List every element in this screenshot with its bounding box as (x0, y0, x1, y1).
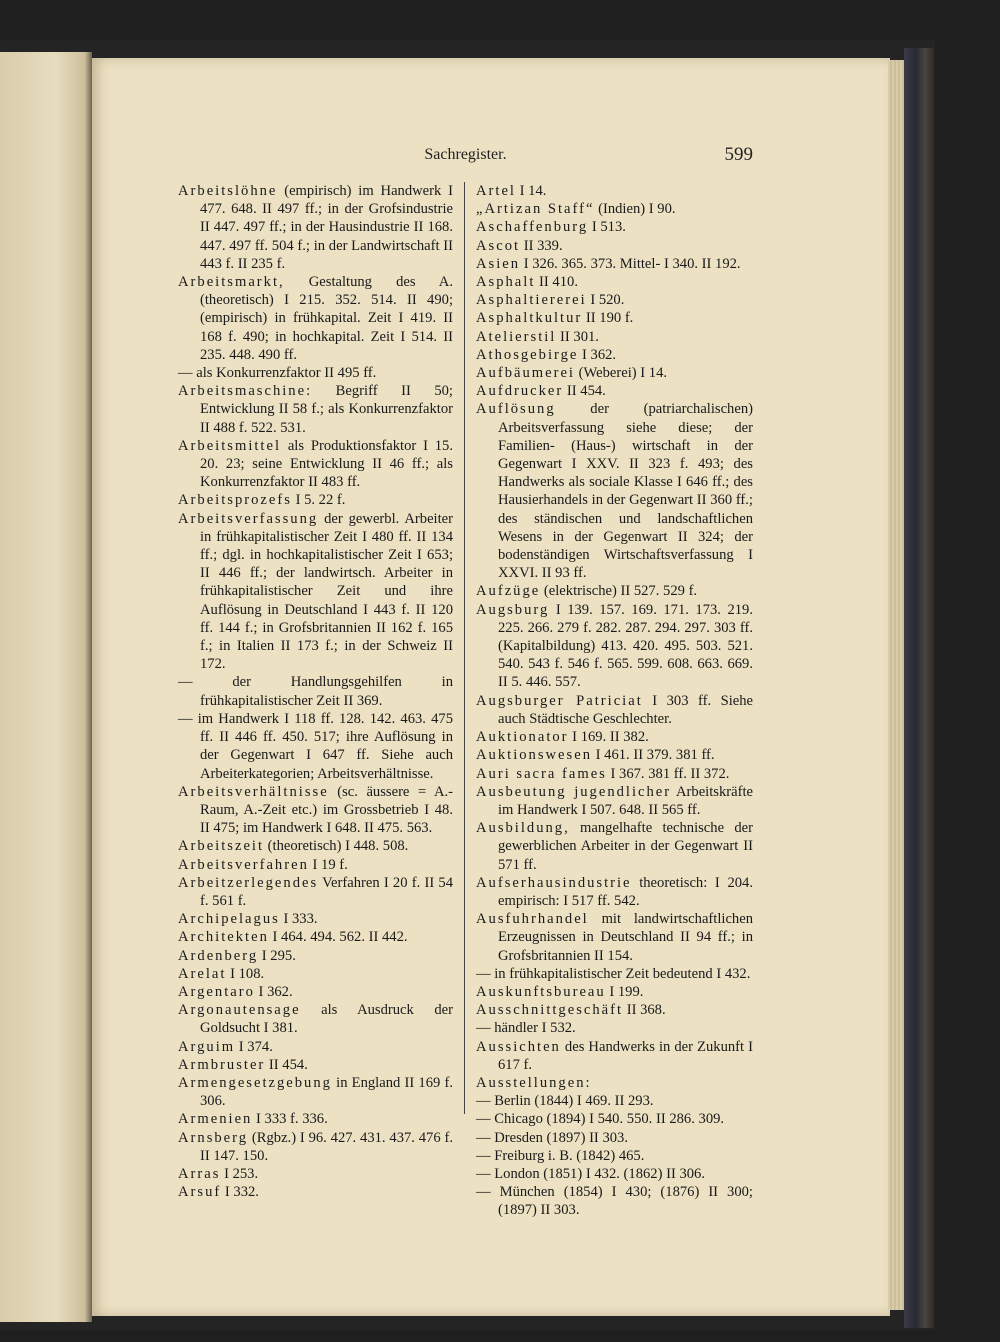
index-entry (476, 255, 753, 273)
index-keyword: Argentaro (178, 983, 255, 1000)
index-entry (178, 928, 453, 946)
index-references: I 326. 365. 373. Mittel- I 340. II 192. (520, 255, 741, 272)
index-entry (178, 510, 453, 674)
index-keyword: Auri sacra fames (476, 765, 607, 782)
index-references: I 14. (516, 183, 547, 199)
index-keyword: Arbeitsprozefs (178, 492, 292, 509)
index-references: — Dresden (1897) II 303. (476, 1129, 628, 1146)
index-entry (476, 1147, 753, 1165)
index-keyword: Arnsberg (178, 1129, 249, 1146)
page-header (178, 140, 753, 170)
index-entry (476, 1129, 753, 1147)
index-references: in England II 169 f. 306. (200, 1074, 453, 1110)
index-entry (178, 983, 453, 1001)
index-keyword: Ausstellungen: (476, 1074, 592, 1091)
index-references: II 454. (563, 383, 606, 400)
index-entry (476, 273, 753, 291)
index-keyword: Auflösung (476, 401, 556, 418)
index-references: mangelhafte technische der gewerblichen Arbeiter in der Gegenwart II 571 ff. (498, 820, 753, 873)
index-entry (178, 910, 453, 928)
index-references: I 513. (588, 219, 626, 236)
left-page-edge (0, 52, 92, 1322)
index-entry (178, 965, 453, 983)
index-references: — Freiburg i. B. (1842) 465. (476, 1147, 645, 1164)
index-keyword: Armbruster (178, 1056, 266, 1073)
index-references: Begriff II 50; Entwicklung II 58 f.; als Konkurrenzfaktor II 488 f. 522. 531. (200, 383, 453, 436)
index-references: (Indien) I 90. (594, 201, 676, 218)
index-keyword: Arsuf (178, 1184, 222, 1201)
index-entry (178, 710, 453, 783)
index-entry (476, 218, 753, 236)
index-references: I 461. II 379. 381 ff. (592, 747, 715, 764)
index-keyword: Armenien (178, 1111, 253, 1128)
index-entry (476, 692, 753, 728)
index-keyword: Arbeitzerlegendes (178, 874, 319, 891)
index-entry (476, 965, 753, 983)
index-references: (Rgbz.) I 96. 427. 431. 437. 476 f. II 147. 150. (200, 1129, 453, 1164)
index-entry (476, 1019, 753, 1037)
index-keyword: Arbeitsmaschine: (178, 383, 313, 400)
index-keyword: Asphalt (476, 274, 536, 291)
index-references: der gewerbl. Arbeiter in frühkapitalistischer Zeit I 480 ff. II 134 ff.; dgl. in hochkapitalistischer Zeit I 653; II 446 ff.; der landwirtsch. Arbeiter in frühkapitalistischer Zeit und ihre Auflösung in Deutschland I 443 f. II 120 ff. 144 f.; in Grofsbritannien II 162 f. 165 f.; in Italien II 173 f.; in der Schweiz II 172. (200, 510, 453, 673)
index-entry (476, 328, 753, 346)
index-references: (sc. äussere = A.-Raum, A.-Zeit etc.) im Grossbetrieb I 48. II 475; im Handwerk I 648. II 475. 563. (200, 783, 453, 837)
index-keyword: Artel (476, 183, 516, 199)
index-references: — Berlin (1844) I 469. II 293. (476, 1093, 654, 1110)
index-references: als Produktionsfaktor I 15. 20. 23; seine Entwicklung II 46 ff.; als Konkurrenzfaktor II 483 ff. (200, 437, 453, 491)
index-entry (178, 783, 453, 838)
index-references: — händler I 532. (476, 1020, 576, 1037)
index-references: — als Konkurrenzfaktor II 495 ff. (178, 365, 377, 382)
index-keyword: Arbeitszeit (178, 838, 265, 855)
index-keyword: Auktionswesen (476, 747, 592, 764)
index-entry (178, 837, 453, 855)
index-keyword: Aussichten (476, 1038, 561, 1055)
index-keyword: Argonautensage (178, 1002, 301, 1019)
index-entry (476, 309, 753, 327)
index-keyword: Aufzüge (476, 583, 541, 600)
index-references: als Ausdruck der Goldsucht I 381. (200, 1002, 453, 1037)
index-entry (178, 382, 453, 437)
index-entry (178, 1165, 453, 1183)
index-references: II 339. (520, 237, 563, 254)
index-keyword: Aufserhausindustrie (476, 874, 632, 891)
index-keyword: Arras (178, 1165, 221, 1182)
index-entry (476, 765, 753, 783)
index-references: I 333. (279, 911, 318, 928)
index-entry (178, 1038, 453, 1056)
index-references: mit landwirtschaftlichen Erzeugnissen in Deutschland II 94 ff.; in Grofsbritannien II 154. (498, 911, 753, 964)
index-keyword: Ausschnittgeschäft (476, 1002, 624, 1019)
index-references: (elektrische) II 527. 529 f. (540, 583, 698, 600)
index-entry (476, 346, 753, 364)
index-keyword: Aschaffenburg (476, 219, 589, 236)
index-entry (476, 1110, 753, 1128)
index-references: — im Handwerk I 118 ff. 128. 142. 463. 475 ff. II 446 ff. 450. 517; ihre Auflösung in der Gegenwart I 647 ff. Siehe auch Arbeiterkategorien; Arbeitsverhältnisse. (178, 710, 453, 782)
index-references: I 367. 381 ff. II 372. (606, 765, 730, 782)
index-keyword: Arbeitsmarkt, (178, 274, 285, 291)
index-keyword: Asphaltiererei (476, 292, 587, 309)
index-references: I 295. (258, 947, 296, 964)
index-entry (476, 382, 753, 400)
running-head: Sachregister. (424, 146, 507, 163)
index-references: I 139. 157. 169. 171. 173. 219. 225. 266. 279 f. 282. 287. 294. 297. 303 ff. (Kapitalbildung) 413. 420. 495. 503. 521. 540. 543 f. 546 f. 565. 599. 608. 663. 669. II 5. 446. 557. (498, 601, 753, 691)
index-entry (476, 200, 753, 218)
column-divider (464, 182, 465, 1114)
index-references: theoretisch: I 204. empirisch: I 517 ff. 542. (498, 874, 753, 909)
index-keyword: Ausfuhrhandel (476, 911, 589, 928)
index-references: I 19 f. (308, 856, 348, 873)
index-references: II 190 f. (582, 310, 634, 327)
index-entry (476, 1074, 753, 1092)
index-references: — München (1854) I 430; (1876) II 300; (1897) II 303. (476, 1184, 753, 1219)
index-keyword: Armengesetzgebung (178, 1074, 332, 1091)
index-keyword: Arbeitsverhältnisse (178, 783, 329, 800)
index-references: II 301. (556, 328, 599, 345)
index-references: — in frühkapitalistischer Zeit bedeutend I 432. (476, 965, 751, 982)
index-references: Verfahren I 20 f. II 54 f. 561 f. (200, 874, 453, 909)
index-entry (476, 1165, 753, 1183)
index-references: Arbeitskräfte im Handwerk I 507. 648. II 565 ff. (498, 783, 753, 818)
index-references: — London (1851) I 432. (1862) II 306. (476, 1165, 706, 1182)
index-entry (476, 1038, 753, 1074)
index-references: der (patriarchalischen) Arbeitsverfassung siehe diese; der Familien- (Haus-) wirtschaft in der Gegenwart I XXV. II 323 f. 493; des Handwerks als sociale Klasse I 646 ff.; des Hausierhandels in der Gegenwart II 360 ff.; des ständischen und landschaftlichen Wesens in der Gegenwart II 324; der bodenständigen Wirtschaftsverfassung I XXVI. II 93 ff. (498, 401, 753, 582)
index-references: I 169. II 382. (568, 729, 649, 746)
index-entry (178, 364, 453, 382)
index-references: I 362. (578, 346, 617, 363)
index-entry (476, 582, 753, 600)
index-entry (476, 783, 753, 819)
index-entry (476, 400, 753, 582)
index-entry (178, 874, 453, 910)
index-entry (178, 1129, 453, 1165)
book-cover-edge (904, 48, 934, 1328)
index-references: II 454. (265, 1056, 308, 1073)
index-entry (178, 437, 453, 492)
index-keyword: Ausbildung, (476, 820, 570, 837)
index-entry (476, 910, 753, 965)
index-references: II 410. (535, 274, 578, 291)
index-entry (178, 182, 453, 273)
index-entry (178, 1110, 453, 1128)
index-entry (178, 947, 453, 965)
index-keyword: Arbeitsverfassung (178, 510, 319, 527)
index-keyword: Arbeitslöhne (178, 183, 278, 199)
index-references: (empirisch) im Handwerk I 477. 648. II 497 ff.; in der Grofsindustrie II 447. 497 ff.; in der Hausindustrie II 168. 447. 497 ff. 504 f.; in der Landwirtschaft II 443 f. II 235 f. (200, 183, 453, 272)
index-entry (178, 1056, 453, 1074)
index-references: I 374. (235, 1038, 273, 1055)
page-number: 599 (724, 144, 753, 165)
index-references: I 332. (221, 1184, 259, 1201)
index-entry (178, 273, 453, 364)
index-keyword: Auskunftsbureau (476, 983, 606, 1000)
index-entry (476, 1183, 753, 1219)
index-keyword: „Artizan Staff“ (476, 201, 595, 218)
index-references: I 253. (220, 1165, 259, 1182)
index-entry (178, 1074, 453, 1110)
index-keyword: Ausbeutung jugendlicher (476, 783, 672, 800)
index-keyword: Ardenberg (178, 947, 259, 964)
index-keyword: Arbeitsverfahren (178, 856, 309, 873)
index-entry (178, 856, 453, 874)
index-references: — der Handlungsgehilfen in frühkapitalistischer Zeit II 369. (178, 674, 453, 709)
index-entry (476, 874, 753, 910)
index-entry (178, 491, 453, 509)
index-column-left (178, 182, 453, 1201)
index-keyword: Athosgebirge (476, 346, 579, 363)
index-keyword: Ascot (476, 237, 521, 254)
index-entry (476, 746, 753, 764)
index-keyword: Arguim (178, 1038, 236, 1055)
index-references: (Weberei) I 14. (575, 365, 668, 382)
index-keyword: Auktionator (476, 729, 569, 746)
index-references: I 362. (254, 983, 293, 1000)
index-entry (476, 601, 753, 692)
index-entry (476, 1092, 753, 1110)
index-entry (178, 1001, 453, 1037)
index-entry (476, 983, 753, 1001)
index-column-right (476, 182, 753, 1220)
index-references: I 5. 22 f. (291, 492, 346, 509)
index-references: I 108. (226, 965, 265, 982)
index-entry (476, 364, 753, 382)
index-keyword: Augsburg (476, 601, 550, 618)
index-keyword: Arelat (178, 965, 227, 982)
index-entry (476, 819, 753, 874)
index-references: — Chicago (1894) I 540. 550. II 286. 309. (476, 1111, 725, 1128)
index-references: I 303 ff. Siehe auch Städtische Geschlechter. (498, 692, 753, 727)
index-references: II 368. (623, 1002, 666, 1019)
index-keyword: Archipelagus (178, 911, 280, 928)
index-keyword: Architekten (178, 929, 269, 946)
index-keyword: Aufdrucker (476, 383, 564, 400)
index-keyword: Arbeitsmittel (178, 437, 282, 454)
index-keyword: Aufbäumerei (476, 365, 575, 382)
index-keyword: Asien (476, 255, 521, 272)
index-keyword: Augsburger Patriciat (476, 692, 643, 709)
index-entry (178, 673, 453, 709)
index-entry (476, 182, 753, 200)
index-entry (476, 728, 753, 746)
index-entry (476, 1001, 753, 1019)
index-entry (476, 237, 753, 255)
index-references: I 520. (586, 292, 625, 309)
index-references: I 464. 494. 562. II 442. (268, 929, 408, 946)
index-references: I 333 f. 336. (252, 1111, 328, 1128)
index-entry (476, 291, 753, 309)
index-keyword: Asphaltkultur (476, 310, 583, 327)
index-references: des Handwerks in der Zukunft I 617 f. (498, 1038, 753, 1073)
index-references: (theoretisch) I 448. 508. (264, 838, 409, 855)
index-references: I 199. (605, 983, 644, 1000)
index-keyword: Atelierstil (476, 328, 557, 345)
index-entry (178, 1183, 453, 1201)
index-references: Gestaltung des A. (theoretisch) I 215. 352. 514. II 490; (empirisch) in frühkapital. Zeit I 419. II 168 f. 490; in hochkapital. Zeit I 514. II 235. 448. 490 ff. (200, 274, 453, 363)
